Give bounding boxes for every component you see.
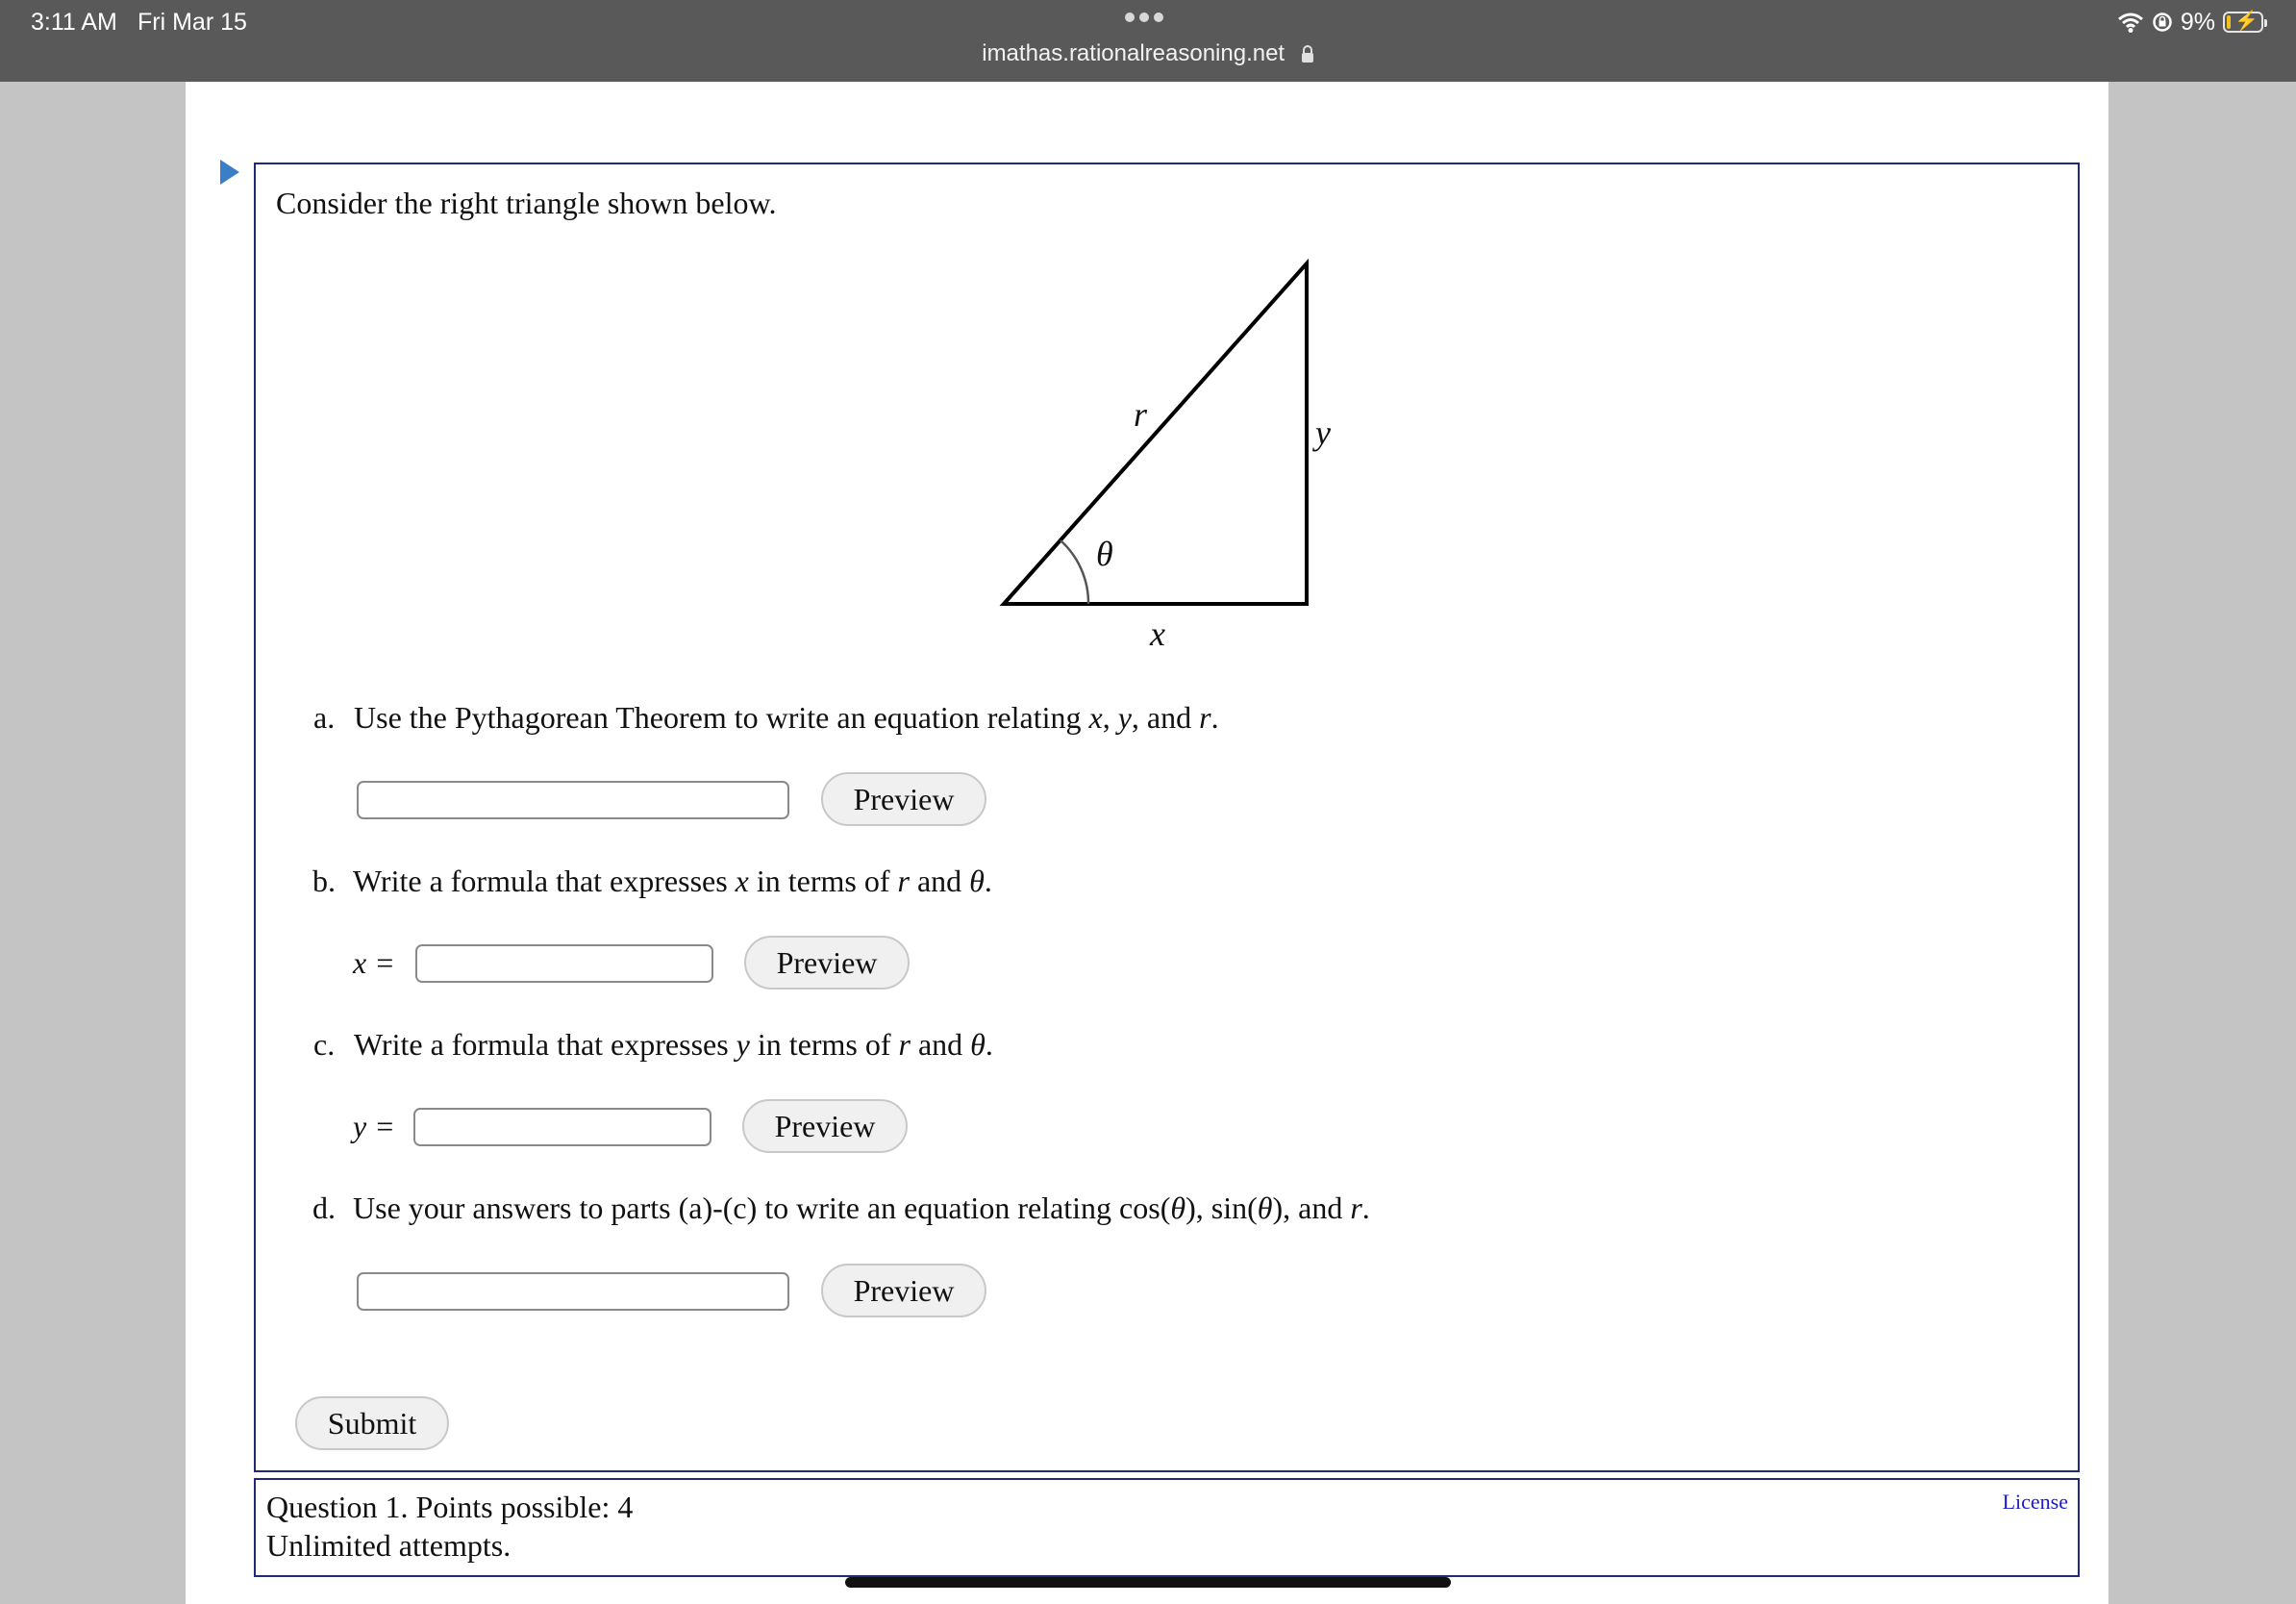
question-info-box [254,1478,2080,1577]
math-var: r [1199,700,1211,735]
right-triangle-diagram [256,164,2082,857]
url-text: imathas.rationalreasoning.net [982,40,1285,66]
submit-button[interactable]: Submit [295,1396,449,1450]
part-text: ), and [1272,1190,1351,1225]
part-c-preview-button[interactable]: Preview [742,1099,908,1153]
math-var: θ [1170,1190,1186,1225]
status-date: Fri Mar 15 [137,9,247,36]
math-var: θ [1257,1190,1273,1225]
part-text: . [985,1027,993,1062]
part-text: Use your answers to parts (a)-(c) to write an equation relating cos( [353,1190,1171,1225]
part-letter: c. [313,1027,336,1062]
part-text: . [1361,1190,1370,1225]
part-d-preview-button[interactable]: Preview [821,1264,986,1317]
battery-percent: 9% [2180,8,2215,36]
math-var: θ [970,1027,986,1062]
address-bar[interactable] [0,40,2296,67]
hypotenuse-label: r [1134,395,1148,434]
part-letter: b. [312,864,336,898]
wifi-icon [2117,12,2144,33]
part-b-answer-input[interactable] [415,944,713,983]
part-c-lhs: y = [353,1109,395,1143]
question-box [254,163,2080,1472]
part-text: Write a formula that expresses [354,1027,736,1062]
part-c-prompt [313,1027,993,1063]
license-link[interactable]: License [2002,1490,2068,1514]
math-var: y [1117,700,1132,735]
question-collapse-icon[interactable] [218,158,241,187]
part-text: , [1102,700,1118,735]
part-text: in terms of [749,1027,899,1062]
math-var: x [1088,700,1103,735]
home-indicator[interactable] [845,1577,1451,1588]
part-b-preview-button[interactable]: Preview [744,936,910,990]
part-text: in terms of [748,864,898,898]
part-d-answer-input[interactable] [357,1272,789,1311]
part-text: Write a formula that expresses [353,864,736,898]
math-var: θ [969,864,985,898]
part-text: . [1210,700,1219,735]
lock-icon [1301,45,1314,63]
math-var: x [735,864,749,898]
triangle-shape [1004,263,1307,604]
vertical-side-label: y [1315,414,1331,452]
question-intro: Consider the right triangle shown below. [276,186,777,220]
part-b-prompt [312,864,992,899]
part-a-prompt [313,700,1219,736]
status-time: 3:11 AM [31,9,117,36]
part-text: ), sin( [1185,1190,1258,1225]
status-icons [2117,8,2263,37]
part-text: Use the Pythagorean Theorem to write an equation relating [354,700,1089,735]
math-var: y [736,1027,750,1062]
part-c-answer-input[interactable] [413,1108,711,1146]
angle-arc [1061,540,1088,604]
status-bar [0,0,2296,82]
part-a-preview-button[interactable]: Preview [821,772,986,826]
orientation-lock-icon [2152,12,2173,33]
part-letter: d. [312,1190,336,1225]
angle-label: θ [1096,535,1113,573]
part-letter: a. [313,700,336,735]
battery-icon: ⚡ [2223,12,2263,33]
points-possible: Question 1. Points possible: 4 [266,1490,634,1524]
math-var: r [1350,1190,1362,1225]
part-text: and [909,864,970,898]
more-dots-icon[interactable] [1125,10,1171,23]
attempts-info: Unlimited attempts. [266,1528,512,1563]
part-text: . [984,864,992,898]
part-d-prompt [312,1190,1370,1226]
part-text: and [910,1027,971,1062]
part-b-lhs: x = [353,945,395,980]
math-var: r [897,864,910,898]
math-var: r [898,1027,911,1062]
horizontal-side-label: x [1150,614,1165,653]
part-a-answer-input[interactable] [357,781,789,819]
part-text: , and [1131,700,1200,735]
